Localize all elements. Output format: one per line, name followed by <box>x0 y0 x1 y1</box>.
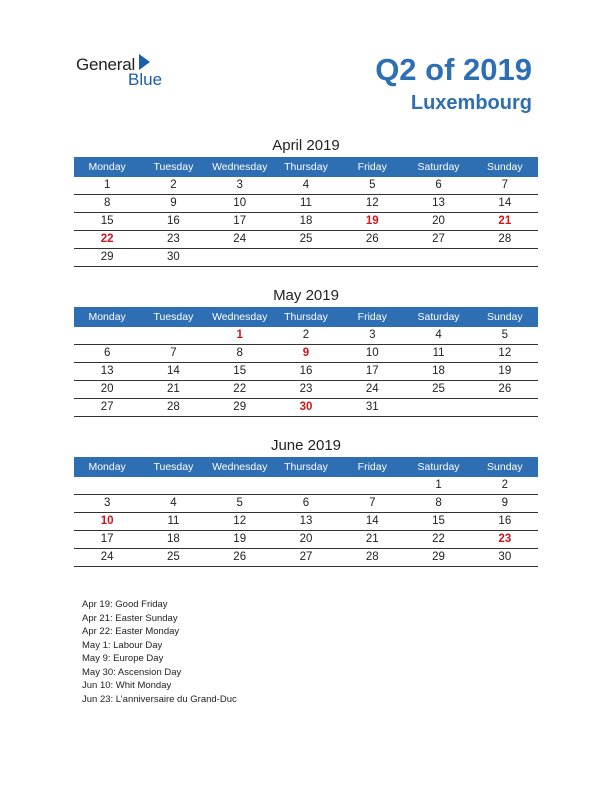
day-cell: 5 <box>236 497 243 509</box>
day-cell: 6 <box>302 497 310 509</box>
holiday-note: May 30: Ascension Day <box>82 666 182 678</box>
day-cell: 20 <box>299 533 313 545</box>
day-cell: 9 <box>501 497 509 509</box>
holiday-day-cell: 30 <box>299 401 313 413</box>
holiday-note: Apr 22: Easter Monday <box>82 626 180 637</box>
week-row <box>74 477 538 495</box>
day-cell: 8 <box>236 347 243 359</box>
day-cell <box>339 477 405 494</box>
day-cell: 7 <box>369 497 376 509</box>
holiday-note: May 9: Europe Day <box>82 653 164 664</box>
calendar-may <box>74 285 538 417</box>
day-cell: 10 <box>365 347 379 359</box>
day-cell: 5 <box>369 179 376 191</box>
month-title: June 2019 <box>270 437 342 454</box>
logo-general-text: General <box>76 55 136 74</box>
holiday-day-cell: 23 <box>498 533 512 545</box>
logo-triangle-icon <box>139 54 150 70</box>
day-cell: 27 <box>299 551 313 563</box>
day-cell <box>273 249 339 266</box>
day-cell: 20 <box>432 215 445 227</box>
day-cell <box>472 399 538 416</box>
month-title: April 2019 <box>272 137 340 154</box>
day-cell: 3 <box>103 497 111 509</box>
day-cell: 12 <box>233 515 247 527</box>
weekday-header: Tuesday <box>153 161 194 173</box>
day-cell <box>339 249 405 266</box>
day-cell: 30 <box>498 551 512 563</box>
day-cell: 31 <box>365 401 379 413</box>
day-cell: 10 <box>233 197 247 209</box>
day-cell: 27 <box>100 401 114 413</box>
day-cell <box>140 477 206 494</box>
day-cell: 22 <box>233 383 247 395</box>
holiday-day-cell: 19 <box>365 215 379 227</box>
day-cell: 3 <box>236 179 243 191</box>
holiday-note: Jun 23: L’anniversaire du Grand-Duc <box>82 693 237 705</box>
day-cell: 8 <box>435 497 442 509</box>
day-cell <box>74 327 140 344</box>
day-cell: 17 <box>365 365 379 377</box>
day-cell: 15 <box>233 365 247 377</box>
day-cell: 2 <box>302 329 310 341</box>
day-cell: 15 <box>100 215 114 227</box>
day-cell: 26 <box>365 233 379 245</box>
week-row <box>74 399 538 417</box>
week-row <box>74 549 538 567</box>
weekday-header: Saturday <box>417 461 460 473</box>
holiday-note: May 1: Labour Day <box>82 639 163 651</box>
day-cell <box>405 399 471 416</box>
day-cell: 28 <box>498 233 512 245</box>
day-cell: 3 <box>369 329 376 341</box>
logo-blue-text: Blue <box>128 70 163 89</box>
day-cell: 4 <box>302 179 310 191</box>
day-cell <box>405 249 471 266</box>
holiday-day-cell: 22 <box>100 233 114 245</box>
day-cell: 2 <box>501 479 509 491</box>
holiday-notes <box>82 598 237 706</box>
weekday-header: Wednesday <box>212 161 268 173</box>
day-cell: 14 <box>167 365 180 377</box>
weekday-header-row <box>74 457 538 477</box>
day-cell: 7 <box>501 179 509 191</box>
day-cell: 21 <box>365 533 379 545</box>
day-cell: 19 <box>233 533 247 545</box>
day-cell <box>207 249 273 266</box>
day-cell: 14 <box>498 197 512 209</box>
week-row <box>74 177 538 195</box>
day-cell: 8 <box>103 197 111 209</box>
day-cell: 12 <box>498 347 512 359</box>
holiday-day-cell: 10 <box>100 515 114 527</box>
country-name: Luxembourg <box>410 92 532 114</box>
day-cell: 25 <box>167 551 180 563</box>
day-cell: 29 <box>233 401 247 413</box>
page-title: Q2 of 2019 <box>375 52 532 87</box>
day-cell: 29 <box>100 251 114 263</box>
day-cell <box>140 327 206 344</box>
week-row <box>74 327 538 345</box>
weekday-header: Sunday <box>487 461 523 473</box>
day-cell: 13 <box>100 365 114 377</box>
weekday-header: Wednesday <box>212 461 268 473</box>
day-cell: 28 <box>167 401 180 413</box>
day-cell: 2 <box>170 179 177 191</box>
day-cell: 1 <box>103 179 111 191</box>
day-cell: 24 <box>100 551 114 563</box>
weekday-header: Monday <box>88 311 126 323</box>
weekday-header: Sunday <box>487 311 523 323</box>
day-cell: 20 <box>100 383 114 395</box>
week-row <box>74 231 538 249</box>
day-cell: 23 <box>299 383 313 395</box>
weekday-header: Thursday <box>284 461 328 473</box>
day-cell: 16 <box>498 515 512 527</box>
holiday-day-cell: 9 <box>302 347 310 359</box>
week-row <box>74 513 538 531</box>
holiday-day-cell: 1 <box>236 329 243 341</box>
holiday-note: Apr 19: Good Friday <box>82 599 168 610</box>
weekday-header: Sunday <box>487 161 523 173</box>
day-cell: 4 <box>435 329 442 341</box>
weekday-header-row <box>74 307 538 327</box>
week-row <box>74 213 538 231</box>
day-cell: 18 <box>167 533 180 545</box>
weekday-header: Thursday <box>284 161 328 173</box>
day-cell: 15 <box>432 515 445 527</box>
day-cell: 7 <box>170 347 177 359</box>
day-cell <box>273 477 339 494</box>
day-cell <box>472 249 538 266</box>
day-cell: 29 <box>432 551 445 563</box>
day-cell: 23 <box>167 233 180 245</box>
day-cell: 30 <box>167 251 180 263</box>
day-cell: 12 <box>365 197 379 209</box>
calendar-june <box>74 435 538 567</box>
day-cell: 11 <box>300 197 312 209</box>
day-cell <box>207 477 273 494</box>
weekday-header: Wednesday <box>212 311 268 323</box>
holiday-note: Jun 10: Whit Monday <box>82 680 172 691</box>
day-cell: 17 <box>233 215 247 227</box>
day-cell: 9 <box>170 197 177 209</box>
weekday-header: Monday <box>88 161 126 173</box>
week-row <box>74 363 538 381</box>
day-cell: 11 <box>432 347 445 359</box>
day-cell: 6 <box>435 179 442 191</box>
calendar-april <box>74 135 538 267</box>
weekday-header: Thursday <box>284 311 328 323</box>
day-cell: 17 <box>100 533 114 545</box>
day-cell: 27 <box>432 233 445 245</box>
holiday-day-cell: 21 <box>498 215 512 227</box>
day-cell <box>74 477 140 494</box>
day-cell: 24 <box>233 233 247 245</box>
day-cell: 24 <box>365 383 379 395</box>
weekday-header: Tuesday <box>153 311 194 323</box>
day-cell: 25 <box>299 233 313 245</box>
day-cell: 25 <box>432 383 445 395</box>
week-row <box>74 249 538 267</box>
month-title: May 2019 <box>273 287 339 304</box>
weekday-header: Friday <box>357 311 387 323</box>
day-cell: 16 <box>299 365 313 377</box>
week-row <box>74 381 538 399</box>
day-cell: 5 <box>501 329 509 341</box>
day-cell: 14 <box>365 515 379 527</box>
weekday-header: Tuesday <box>153 461 194 473</box>
day-cell: 16 <box>167 215 180 227</box>
day-cell: 26 <box>233 551 247 563</box>
day-cell: 28 <box>365 551 379 563</box>
weekday-header: Saturday <box>417 311 460 323</box>
week-row <box>74 495 538 513</box>
week-row <box>74 531 538 549</box>
weekday-header: Monday <box>88 461 126 473</box>
day-cell: 26 <box>498 383 512 395</box>
day-cell: 19 <box>498 365 512 377</box>
week-row <box>74 195 538 213</box>
day-cell: 21 <box>167 383 180 395</box>
generalblue-logo <box>76 52 176 88</box>
day-cell: 18 <box>432 365 445 377</box>
holiday-note: Apr 21: Easter Sunday <box>82 612 178 624</box>
weekday-header: Friday <box>357 461 387 473</box>
day-cell: 22 <box>432 533 445 545</box>
day-cell: 11 <box>167 515 180 527</box>
weekday-header: Friday <box>357 161 387 173</box>
weekday-header-row <box>74 157 538 177</box>
day-cell: 1 <box>435 479 442 491</box>
day-cell: 13 <box>432 197 445 209</box>
day-cell: 6 <box>103 347 111 359</box>
day-cell: 13 <box>299 515 313 527</box>
day-cell: 4 <box>170 497 177 509</box>
week-row <box>74 345 538 363</box>
weekday-header: Saturday <box>417 161 460 173</box>
day-cell: 18 <box>299 215 313 227</box>
